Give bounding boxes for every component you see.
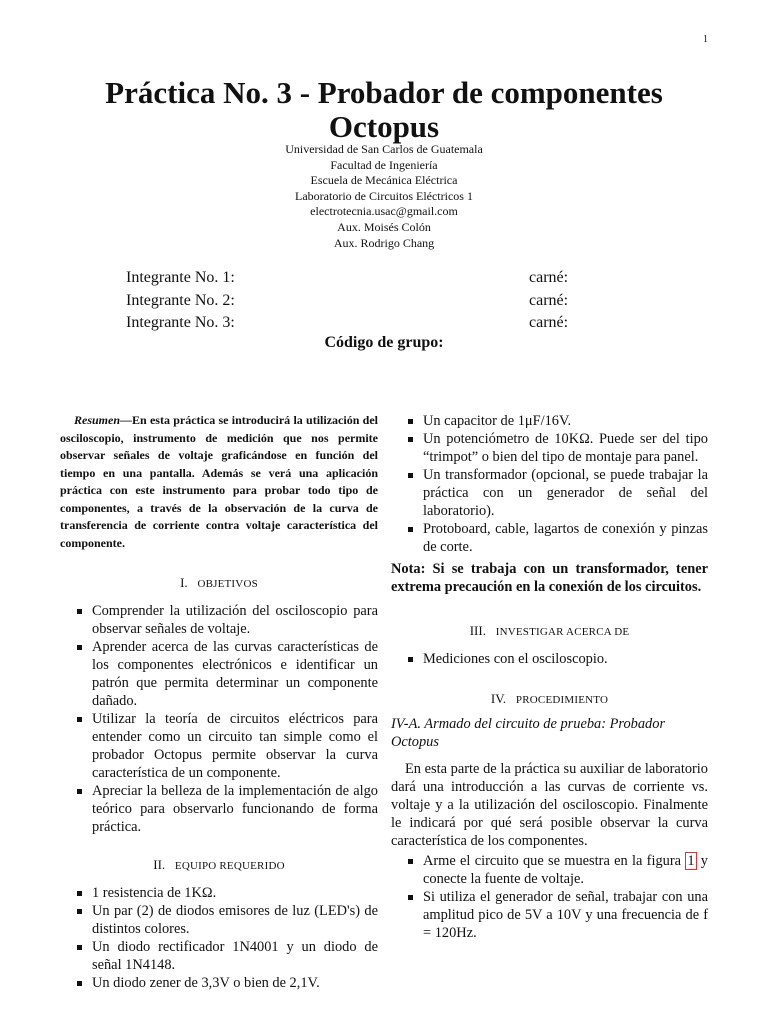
- list-item: Protoboard, cable, lagartos de conexión y pinzas de corte.: [391, 520, 708, 556]
- page-number: 1: [703, 34, 708, 45]
- member-row-3: [126, 313, 646, 333]
- carne-label: carné:: [529, 314, 569, 331]
- equipo-list-left: [60, 884, 378, 992]
- list-item: Un transformador (opcional, se puede trabajar la práctica con un generador de señal del laboratorio).: [391, 466, 708, 520]
- section-heading-investigar: [391, 622, 708, 641]
- list-item: Utilizar la teoría de circuitos eléctricos para entender como un circuito tan simple como el probador Octopus permite observar la curva característica de un componente.: [60, 710, 378, 782]
- carne-label: carné:: [529, 269, 569, 286]
- section-number: II.: [153, 857, 166, 872]
- member-label: Integrante No. 1:: [126, 269, 235, 286]
- list-item: Un par (2) de diodos emisores de luz (LED's) de distintos colores.: [60, 902, 378, 938]
- section-title: INVESTIGAR ACERCA DE: [495, 626, 630, 638]
- procedimiento-paragraph: En esta parte de la práctica su auxiliar de laboratorio dará una introducción a las curvas de corriente vs. voltaje y a la utilización del osciloscopio. Finalmente le indicará por qué será posible observar la curva característica de los componentes.: [391, 761, 708, 849]
- list-item: Un potenciómetro de 10KΩ. Puede ser del tipo “trimpot” o bien del tipo de montaje para panel.: [391, 430, 708, 466]
- section-number: III.: [469, 623, 486, 638]
- section-title: PROCEDIMIENTO: [515, 694, 609, 706]
- list-item: Aprender acerca de las curvas características de los componentes electrónicos e identificar un patrón que permita determinar un componente dañado.: [60, 638, 378, 710]
- objetivos-list: [60, 602, 378, 836]
- procedimiento-list: [391, 852, 708, 942]
- list-item: [391, 852, 708, 888]
- list-item: Un diodo rectificador 1N4001 y un diodo de señal 1N4148.: [60, 938, 378, 974]
- section-number: I.: [180, 575, 188, 590]
- section-title: OBJETIVOS: [197, 578, 258, 590]
- list-item: Si utiliza el generador de señal, trabajar con una amplitud pico de 5V a 10V y una frecuencia de f = 120Hz.: [391, 888, 708, 942]
- group-code: Código de grupo:: [324, 334, 444, 351]
- section-heading-objetivos: [60, 574, 378, 593]
- subsection-heading: IV-A. Armado del circuito de prueba: Probador Octopus: [391, 716, 666, 750]
- section-title: EQUIPO REQUERIDO: [174, 860, 285, 872]
- section-heading-equipo: [60, 856, 378, 875]
- member-label: Integrante No. 2:: [126, 292, 235, 309]
- list-item: Apreciar la belleza de la implementación de algo teórico para observarlo funcionando de forma práctica.: [60, 782, 378, 836]
- affiliation-line: Facultad de Ingeniería: [330, 157, 438, 172]
- abstract: [60, 412, 378, 552]
- member-row-1: [126, 268, 646, 288]
- left-column: [60, 412, 378, 992]
- member-label: Integrante No. 3:: [126, 314, 235, 331]
- list-item: Comprender la utilización del osciloscopio para observar señales de voltaje.: [60, 602, 378, 638]
- list-item: Un capacitor de 1μF/16V.: [391, 412, 708, 430]
- affiliation-line: Universidad de San Carlos de Guatemala: [285, 142, 483, 156]
- safety-note: Nota: Si se trabaja con un transformador, tener extrema precaución en la conexión de los circuitos.: [391, 561, 708, 595]
- list-item: Un diodo zener de 3,3V o bien de 2,1V.: [60, 974, 378, 992]
- title-line-1: Práctica No. 3 - Probador de componentes: [105, 75, 663, 110]
- item-text: y conecte la fuente de voltaje.: [423, 853, 708, 887]
- member-row-2: [126, 291, 646, 311]
- right-column: [391, 412, 708, 942]
- list-item: 1 resistencia de 1KΩ.: [60, 884, 378, 902]
- list-item: Mediciones con el osciloscopio.: [391, 650, 708, 668]
- abstract-label: Resumen: [74, 413, 121, 427]
- section-number: IV.: [490, 691, 507, 706]
- equipo-list-right: [391, 412, 708, 556]
- affiliation-line: Aux. Moisés Colón: [337, 219, 431, 234]
- section-heading-procedimiento: [391, 690, 708, 709]
- item-text: Arme el circuito que se muestra en la figura: [423, 853, 686, 869]
- investigar-list: [391, 650, 708, 668]
- affiliation-line: Aux. Rodrigo Chang: [333, 235, 435, 250]
- abstract-text: —En esta práctica se introducirá la utilización del osciloscopio, instrumento de medición que nos permite observar señales de voltaje graficándose en función del tiempo en una pantalla. Además se verá una aplicación práctica con este instrumento para probar todo tipo de componentes, a través de la observación de la curva de transferencia de corriente contra voltaje característica del componente.: [60, 413, 378, 550]
- figure-reference-link[interactable]: 1: [687, 853, 695, 869]
- carne-label: carné:: [529, 292, 569, 309]
- affiliation-email: electrotecnia.usac@gmail.com: [310, 204, 458, 219]
- affiliation-line: Escuela de Mecánica Eléctrica: [310, 173, 458, 188]
- paper-title: [60, 76, 708, 144]
- affiliation-line: Laboratorio de Circuitos Eléctricos 1: [295, 188, 473, 203]
- title-line-2: Octopus: [328, 109, 440, 144]
- affiliation-block: [184, 142, 584, 251]
